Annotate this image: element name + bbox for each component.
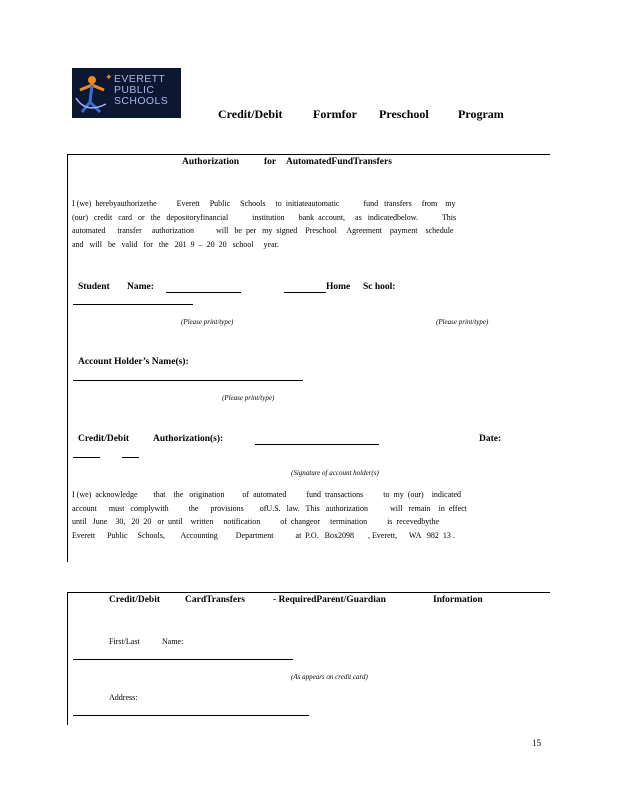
paragraph-line: I (we) herebyauthorizethe Everett Public Schools to initiateautomatic fund transfers from my xyxy=(72,199,456,208)
please-print-hint: (Please print/type) xyxy=(222,394,275,402)
transfers-heading: CardTransfers xyxy=(185,595,245,605)
logo-line: SCHOOLS xyxy=(114,95,169,107)
date-field[interactable] xyxy=(122,457,139,458)
page-number: 15 xyxy=(532,738,541,748)
student-name-field[interactable] xyxy=(166,292,241,293)
authorization-label: Authorization(s): xyxy=(153,434,224,444)
paragraph-line: until June 30, 20 20 or until written notification of changeor termination is recevedbythe xyxy=(72,517,440,527)
name-label: Name: xyxy=(162,637,184,646)
account-holder-label: Account Holder’s Name(s): xyxy=(78,357,189,367)
auth-heading: for xyxy=(264,157,277,167)
title-part: Credit/Debit xyxy=(218,107,283,121)
logo-line: EVERETT xyxy=(114,73,166,85)
section-top-border xyxy=(67,592,550,593)
as-appears-hint: (As appears on credit card) xyxy=(291,673,368,681)
svg-text:✦: ✦ xyxy=(105,73,113,83)
title-part: Program xyxy=(458,107,504,121)
paragraph-line: automated transfer authorization will be per my signed Preschool Agreement payment schedule xyxy=(72,226,454,236)
acknowledgement-paragraph xyxy=(72,488,467,542)
authorization-paragraph xyxy=(72,197,456,251)
paragraph-line: account must complywith the provisions ofU.S. law. This authorization will remain in effect xyxy=(72,503,467,513)
signature-field[interactable] xyxy=(255,444,379,445)
section-left-border xyxy=(67,592,68,725)
logo-figure-icon xyxy=(72,68,114,118)
account-holder-field[interactable] xyxy=(73,380,303,381)
signature-hint: (Signature of account holder(s) xyxy=(291,469,379,477)
please-print-hint: (Please print/type) xyxy=(436,318,489,326)
credit-debit-label: Credit/Debit xyxy=(78,434,130,444)
parent-name-field[interactable] xyxy=(73,659,293,660)
student-label: Student xyxy=(78,282,110,292)
home-school-field[interactable] xyxy=(284,292,326,293)
address-field[interactable] xyxy=(73,715,309,716)
paragraph-line: and will be valid for the 201 9 – 20 20 school year. xyxy=(72,239,279,249)
paragraph-line: (our) credit card or the depositoryfinancial institution bank account, as indicatedbelow. This xyxy=(72,212,457,222)
title-part: Formfor xyxy=(313,107,357,121)
address-label: Address: xyxy=(109,693,138,702)
first-last-label: First/Last xyxy=(109,637,140,646)
transfers-heading: Information xyxy=(433,595,483,605)
home-label: Home xyxy=(326,282,351,292)
paragraph-line: I (we) acknowledge that the origination of automated fund transactions to my (our) indicated xyxy=(72,490,462,499)
logo-text xyxy=(114,74,168,107)
student-name-field-continued[interactable] xyxy=(73,304,193,305)
paragraph-line: Everett Public Schools, Accounting Department at P.O. Box2098 , Everett, WA 982 13 . xyxy=(72,530,455,540)
logo-line: PUBLIC xyxy=(114,84,155,96)
auth-heading: Authorization xyxy=(182,157,239,167)
auth-heading: AutomatedFundTransfers xyxy=(286,157,392,167)
everett-public-schools-logo xyxy=(72,68,181,118)
date-field[interactable] xyxy=(73,457,100,458)
please-print-hint: (Please print/type) xyxy=(181,318,234,326)
section-top-border xyxy=(67,154,550,155)
school-label: Sc hool: xyxy=(363,282,396,292)
section-left-border xyxy=(67,154,68,562)
name-label: Name: xyxy=(127,282,154,292)
transfers-heading: - RequiredParent/Guardian xyxy=(273,595,386,605)
date-label: Date: xyxy=(479,434,502,444)
title-part: Preschool xyxy=(379,107,429,121)
transfers-heading: Credit/Debit xyxy=(109,595,161,605)
